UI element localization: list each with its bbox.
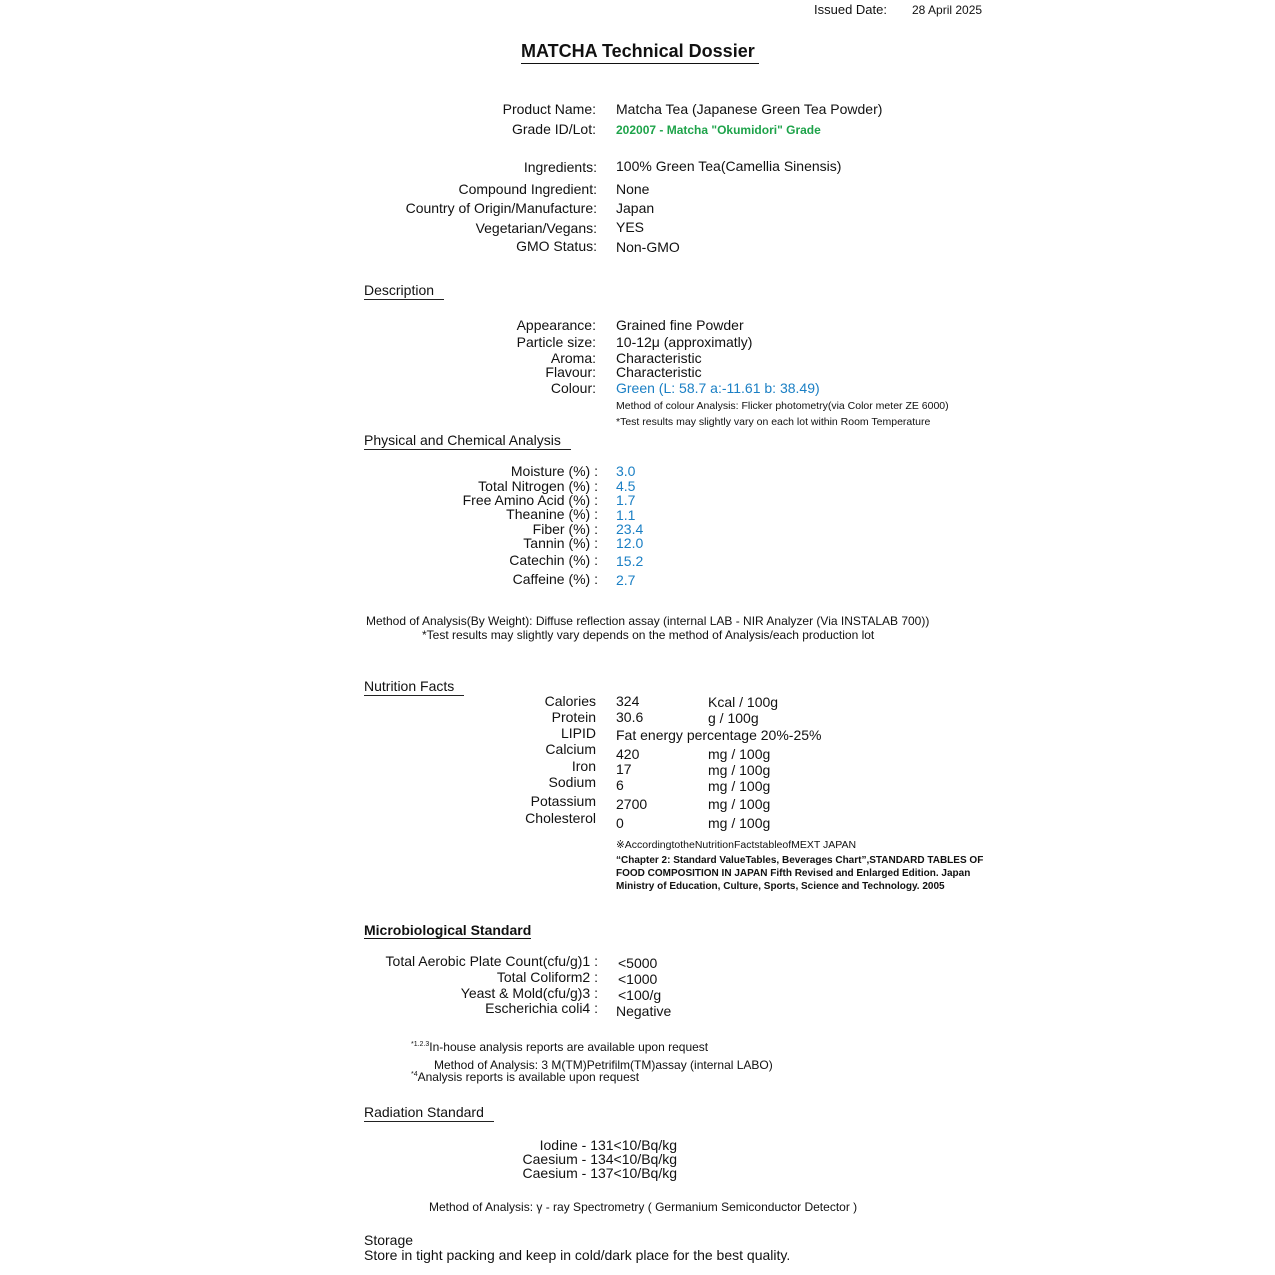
calcium-unit: mg / 100g	[708, 746, 771, 762]
product-name-value: Matcha Tea (Japanese Green Tea Powder)	[616, 101, 883, 117]
fiber-value: 23.4	[616, 521, 644, 537]
potassium-label: Potassium	[530, 793, 596, 809]
origin-value: Japan	[616, 200, 655, 216]
product-name-label: Product Name:	[502, 101, 596, 117]
nutrition-reference: ※AccordingtotheNutritionFactstableofMEXT JAPAN	[616, 839, 857, 851]
storage-heading: Storage	[364, 1232, 414, 1248]
moisture-value: 3.0	[616, 463, 636, 479]
micro-note-3	[411, 1070, 639, 1084]
iron-value: 17	[616, 761, 632, 777]
grade-label: Grade ID/Lot:	[511, 121, 596, 137]
theanine-value: 1.1	[616, 507, 636, 523]
gmo-value: Non-GMO	[616, 239, 680, 255]
lipid-value: Fat energy percentage 20%-25%	[616, 727, 822, 743]
physical-note: *Test results may slightly vary depends on the method of Analysis/each production lot	[422, 628, 875, 642]
ingredients-value: 100% Green Tea(Camellia Sinensis)	[616, 158, 842, 174]
grade-value: 202007 - Matcha "Okumidori" Grade	[616, 123, 821, 137]
ecoli-label: Escherichia coli4 :	[485, 1000, 598, 1016]
calcium-label: Calcium	[545, 741, 596, 757]
radiation-method: Method of Analysis: γ - ray Spectrometry ( Germanium Semiconductor Detector )	[429, 1200, 858, 1214]
page-title: MATCHA Technical Dossier	[521, 41, 759, 64]
caffeine-label: Caffeine (%) :	[512, 571, 598, 587]
aroma-label: Aroma:	[550, 350, 596, 366]
potassium-unit: mg / 100g	[708, 796, 771, 812]
radiation-iodine: Iodine - 131<10/Bq/kg	[539, 1137, 677, 1153]
micro-heading: Microbiological Standard	[364, 922, 532, 938]
calories-value: 324	[616, 693, 640, 709]
coliform-value: <1000	[618, 971, 658, 987]
fiber-label: Fiber (%) :	[532, 521, 598, 537]
coliform-label: Total Coliform2 :	[496, 969, 598, 985]
flavour-value: Characteristic	[616, 364, 702, 380]
aerobic-value: <5000	[618, 955, 658, 971]
nutrition-heading: Nutrition Facts	[364, 678, 464, 696]
aerobic-label: Total Aerobic Plate Count(cfu/g)1 :	[385, 953, 598, 969]
flavour-label: Flavour:	[545, 364, 596, 380]
protein-unit: g / 100g	[708, 710, 759, 726]
cholesterol-unit: mg / 100g	[708, 815, 771, 831]
potassium-value: 2700	[616, 796, 648, 812]
tannin-value: 12.0	[616, 535, 644, 551]
iron-unit: mg / 100g	[708, 762, 771, 778]
micro-sup-1: *1.2.3	[411, 1041, 430, 1048]
aroma-value: Characteristic	[616, 350, 702, 366]
micro-note-3-text: Analysis reports is available upon request	[417, 1070, 640, 1084]
nutrition-source-line2: FOOD COMPOSITION IN JAPAN Fifth Revised and Enlarged Edition. Japan	[616, 868, 971, 879]
caffeine-value: 2.7	[616, 572, 636, 588]
nitrogen-value: 4.5	[616, 478, 636, 494]
issued-date-value: 28 April 2025	[912, 3, 983, 17]
nutrition-source-line1: “Chapter 2: Standard ValueTables, Beverages Chart”,STANDARD TABLES OF	[616, 855, 984, 866]
particle-label: Particle size:	[516, 334, 596, 350]
appearance-label: Appearance:	[516, 317, 596, 333]
physical-method: Method of Analysis(By Weight): Diffuse reflection assay (internal LAB - NIR Analyzer (Via INSTALAB 700))	[366, 614, 930, 628]
storage-text: Store in tight packing and keep in cold/dark place for the best quality.	[364, 1247, 791, 1263]
compound-label: Compound Ingredient:	[458, 181, 597, 197]
colour-test-note: *Test results may slightly vary on each lot within Room Temperature	[616, 416, 931, 428]
amino-label: Free Amino Acid (%) :	[462, 492, 598, 508]
micro-note-1-text: In-house analysis reports are available upon request	[429, 1040, 709, 1054]
appearance-value: Grained fine Powder	[616, 317, 744, 333]
description-heading: Description	[364, 282, 444, 300]
moisture-label: Moisture (%) :	[510, 463, 598, 479]
micro-note-2: Method of Analysis: 3 M(TM)Petrifilm(TM)assay (internal LABO)	[434, 1058, 773, 1072]
radiation-heading: Radiation Standard	[364, 1104, 494, 1122]
particle-value: 10-12μ (approximatly)	[616, 334, 753, 350]
micro-note-1	[411, 1040, 708, 1054]
nitrogen-label: Total Nitrogen (%) :	[478, 478, 598, 494]
nutrition-source-line3: Ministry of Education, Culture, Sports, Science and Technology. 2005	[616, 881, 945, 892]
origin-label: Country of Origin/Manufacture:	[405, 200, 597, 216]
compound-value: None	[616, 181, 650, 197]
protein-label: Protein	[551, 709, 596, 725]
gmo-label: GMO Status:	[516, 238, 597, 254]
micro-sup-2: *4	[411, 1071, 418, 1078]
sodium-unit: mg / 100g	[708, 778, 771, 794]
vegan-value: YES	[616, 219, 645, 235]
cholesterol-value: 0	[616, 815, 624, 831]
vegan-label: Vegetarian/Vegans:	[475, 220, 597, 236]
radiation-caesium-137: Caesium - 137<10/Bq/kg	[522, 1165, 677, 1181]
radiation-caesium-134: Caesium - 134<10/Bq/kg	[522, 1151, 677, 1167]
iron-label: Iron	[571, 758, 596, 774]
tannin-label: Tannin (%) :	[523, 535, 598, 551]
calories-label: Calories	[544, 693, 596, 709]
physical-heading: Physical and Chemical Analysis	[364, 432, 571, 450]
colour-label: Colour:	[550, 380, 596, 396]
calories-unit: Kcal / 100g	[708, 694, 779, 710]
colour-value: Green (L: 58.7 a:-11.61 b: 38.49)	[616, 380, 820, 396]
sodium-value: 6	[616, 777, 624, 793]
theanine-label: Theanine (%) :	[506, 506, 598, 522]
issued-date-label: Issued Date:	[814, 2, 887, 17]
catechin-value: 15.2	[616, 553, 644, 569]
lipid-label: LIPID	[560, 725, 596, 741]
yeast-value: <100/g	[618, 987, 662, 1003]
colour-method-note: Method of colour Analysis: Flicker photometry(via Color meter ZE 6000)	[616, 400, 949, 412]
calcium-value: 420	[616, 746, 640, 762]
amino-value: 1.7	[616, 492, 636, 508]
ecoli-value: Negative	[616, 1003, 672, 1019]
catechin-label: Catechin (%) :	[509, 552, 598, 568]
yeast-label: Yeast & Mold(cfu/g)3 :	[460, 985, 598, 1001]
protein-value: 30.6	[616, 709, 644, 725]
sodium-label: Sodium	[548, 774, 596, 790]
cholesterol-label: Cholesterol	[525, 810, 596, 826]
ingredients-label: Ingredients:	[523, 159, 597, 175]
